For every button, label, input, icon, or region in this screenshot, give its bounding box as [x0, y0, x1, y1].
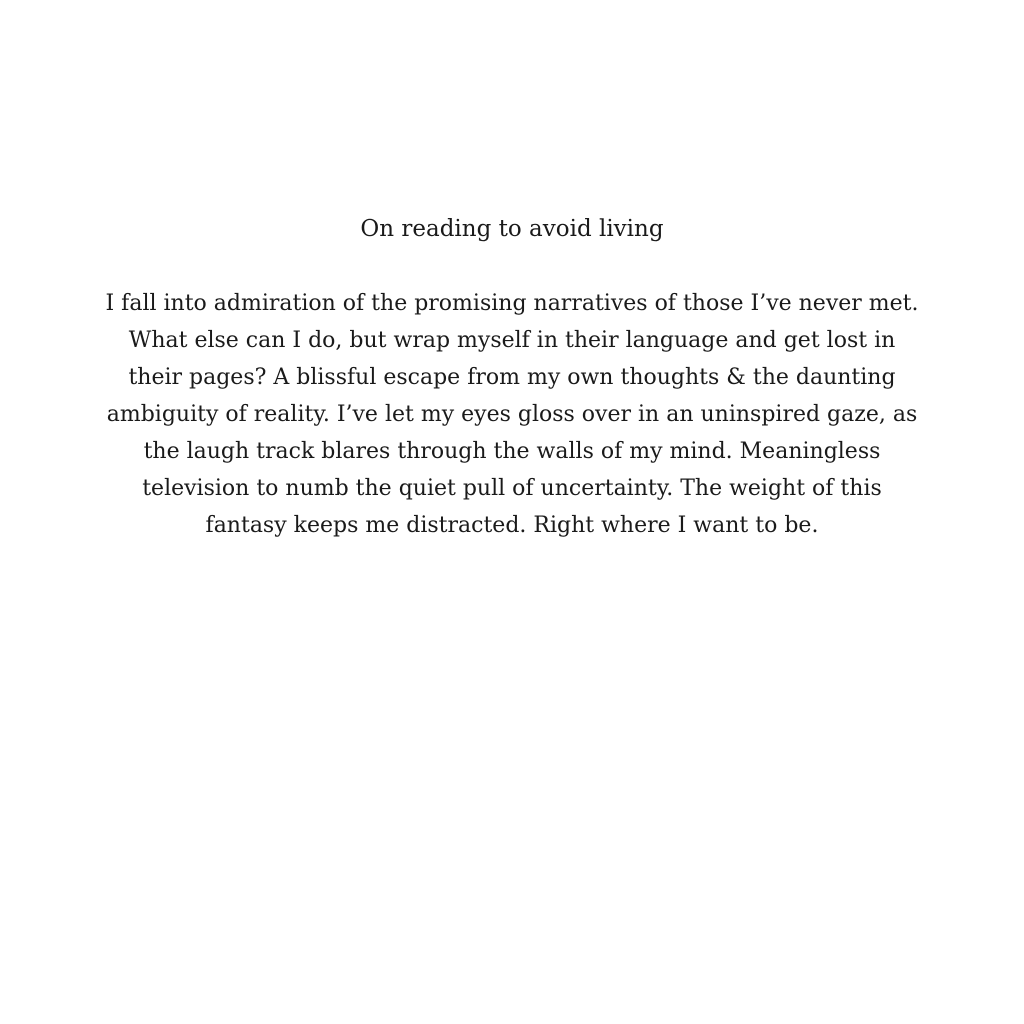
poem-line: What else can I do, but wrap myself in their language and get lost in — [128, 328, 896, 353]
poem-line: the laugh track blares through the walls of my mind. Meaningless — [143, 439, 881, 464]
poem-line: fantasy keeps me distracted. Right where I want to be. — [205, 513, 819, 538]
poem-line: their pages? A blissful escape from my own thoughts & the daunting — [128, 365, 896, 390]
poem-line: ambiguity of reality. I’ve let my eyes gloss over in an uninspired gaze, as — [106, 402, 918, 427]
poem-body — [0, 285, 1024, 544]
poem-line: I fall into admiration of the promising narratives of those I’ve never met. — [105, 291, 919, 316]
poem-title: On reading to avoid living — [360, 216, 664, 242]
poem-line: television to numb the quiet pull of uncertainty. The weight of this — [142, 476, 882, 501]
